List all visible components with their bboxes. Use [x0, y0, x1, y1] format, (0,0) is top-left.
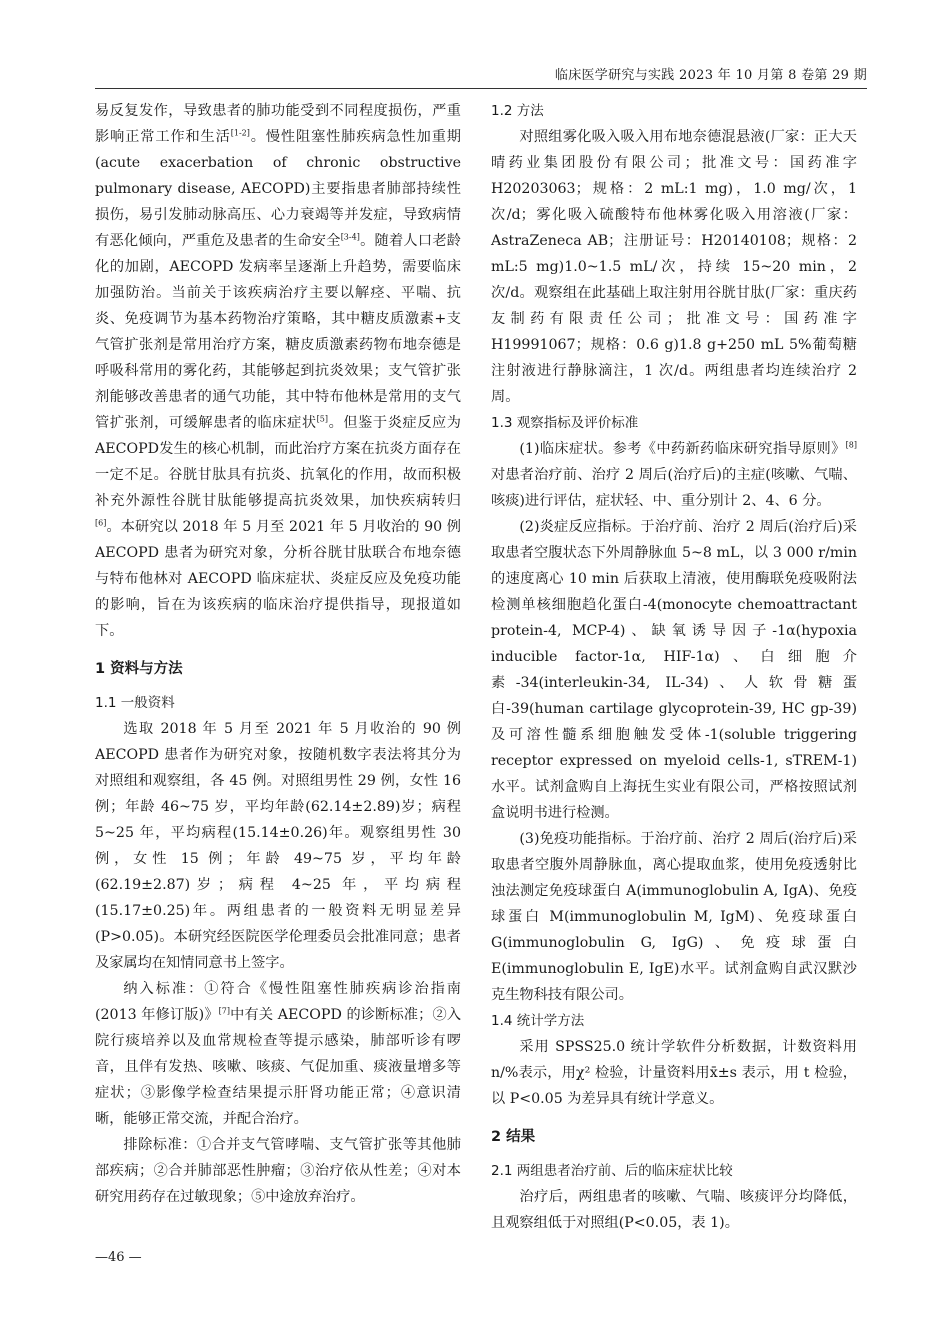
- intro-text-b: 。慢性阻塞性肺疾病急性加重期(acute exacerbation of chronic obstructive pulmonary disease, AECOPD)主要指患者肺部持续性损伤，易引发肺动脉高压、心力衰竭等并发症，导致病情有恶化倾向，严重危及患者的生命安全: [95, 129, 461, 249]
- intro-text-e: 。本研究以 2018 年 5 月至 2021 年 5 月收治的 90 例 AECOPD 患者为研究对象，分析谷胱甘肽联合布地奈德与特布他林对 AECOPD 临床症状、炎症反应及免疫功能的影响，旨在为该疾病的临床治疗提供指导，现报道如下。: [95, 519, 461, 639]
- citation-ref: [5]: [316, 414, 328, 424]
- immune-function-paragraph: (3)免疫功能指标。于治疗前、治疗 2 周后(治疗后)采取患者空腹外周静脉血，离心提取血浆，使用免疫透射比浊法测定免疫球蛋白 A(immunoglobulin A, IgA)、免疫球蛋白 M(immunoglobulin M, IgM)、免疫球蛋白 G(immunoglobulin G, IgG)、免疫球蛋白 E(immunoglobulin E, IgE)水平。试剂盒购自武汉默沙克生物科技有限公司。: [491, 831, 857, 1003]
- inclusion-text-a: 纳入标准：①符合《慢性阻塞性肺疾病诊治指南(2013 年修订版)》: [95, 981, 461, 1023]
- inflammation-paragraph: (2)炎症反应指标。于治疗前、治疗 2 周后(治疗后)采取患者空腹状态下外周静脉血 5~8 mL，以 3 000 r/min 的速度离心 10 min 后获取上清液，使用酶联免疫吸附法检测单核细胞趋化蛋白-4(monocyte chemoattractant protein-4, MCP-4)、缺氧诱导因子-1α(hypoxia inducible factor-1α, HIF-1α)、白细胞介素-34(interleukin-34, IL-34)、人软骨糖蛋白-39(human cartilage glycoprotein-39, HC gp-39)及可溶性髓系细胞触发受体-1(soluble triggering receptor expressed on myeloid cells-1, sTREM-1)水平。试剂盒购自上海抚生实业有限公司，严格按照试剂盒说明书进行检测。: [491, 519, 857, 821]
- symptoms-text-b: 对患者治疗前、治疗 2 周后(治疗后)的主症(咳嗽、气喘、咳痰)进行评估，症状轻、中、重分别计 2、4、6 分。: [491, 467, 857, 509]
- section-2-1-heading: 2.1 两组患者治疗前、后的临床症状比较: [491, 1163, 733, 1179]
- symptoms-text-a: (1)临床症状。参考《中药新药临床研究指导原则》: [519, 441, 846, 457]
- exclusion-criteria-paragraph: 排除标准：①合并支气管哮喘、支气管扩张等其他肺部疾病；②合并肺部恶性肿瘤；③治疗依从性差；④对本研究用药存在过敏现象；⑤中途放弃治疗。: [95, 1137, 461, 1205]
- page-number: —46 —: [95, 1250, 142, 1265]
- section-2-heading: 2 结果: [491, 1129, 536, 1145]
- general-data-paragraph: 选取 2018 年 5 月至 2021 年 5 月收治的 90 例 AECOPD 患者作为研究对象，按随机数字表法将其分为对照组和观察组，各 45 例。对照组男性 29 例，女性 16 例；年龄 46~75 岁，平均年龄(62.14±2.89)岁；病程 5~25 年，平均病程(15.14±0.26)年。观察组男性 30 例，女性 15 例；年龄 49~75 岁，平均年龄(62.19±2.87)岁；病程 4~25 年，平均病程(15.17±0.25)年。两组患者的一般资料无明显差异(P>0.05)。本研究经医院医学伦理委员会批准同意；患者及家属均在知情同意书上签字。: [95, 721, 461, 971]
- intro-text-a: 易反复发作，导致患者的肺功能受到不同程度损伤，严重影响正常工作和生活: [95, 103, 461, 145]
- results-paragraph: 治疗后，两组患者的咳嗽、气喘、咳痰评分均降低，且观察组低于对照组(P<0.05，表 1)。: [491, 1189, 857, 1231]
- citation-ref: [8]: [845, 440, 857, 450]
- left-column: [95, 98, 461, 1210]
- inclusion-text-b: 中有关 AECOPD 的诊断标准；②入院行痰培养以及血常规检查等提示感染，肺部听诊有啰音，且伴有发热、咳嗽、咳痰、气促加重、痰液量增多等症状；③影像学检查结果提示肝肾功能正常；④意识清晰，能够正常交流，并配合治疗。: [95, 1007, 462, 1127]
- section-1-4-heading: 1.4 统计学方法: [491, 1013, 585, 1029]
- citation-ref: [3-4]: [340, 232, 360, 242]
- statistics-paragraph: 采用 SPSS25.0 统计学软件分析数据，计数资料用 n/%表示，用χ² 检验，计量资料用x̄±s 表示，用 t 检验，以 P<0.05 为差异具有统计学意义。: [491, 1039, 857, 1107]
- methods-paragraph: 对照组雾化吸入吸入用布地奈德混悬液(厂家：正大天晴药业集团股份有限公司；批准文号：国药准字 H20203063；规格：2 mL:1 mg)，1.0 mg/次，1 次/d；雾化吸入硫酸特布他林雾化吸入用溶液(厂家：AstraZeneca AB；注册证号：H20140108；规格：2 mL:5 mg)1.0~1.5 mL/次，持续 15~20 min，2 次/d。观察组在此基础上取注射用谷胱甘肽(厂家：重庆药友制药有限责任公司；批准文号：国药准字 H19991067；规格：0.6 g)1.8 g+250 mL 5%葡萄糖注射液进行静脉滴注，1 次/d。两组患者均连续治疗 2 周。: [491, 129, 857, 405]
- section-1-3-heading: 1.3 观察指标及评价标准: [491, 415, 639, 431]
- section-1-heading: 1 资料与方法: [95, 661, 183, 677]
- intro-text-c: 。随着人口老龄化的加剧，AECOPD 发病率呈逐渐上升趋势，需要临床加强防治。当前关于该疾病治疗主要以解痉、平喘、抗炎、免疫调节为基本药物治疗策略，其中糖皮质激素+支气管扩张剂是常用治疗方案，糖皮质激素药物布地奈德是呼吸科常用的雾化药，其能够起到抗炎效果；支气管扩张剂能够改善患者的通气功能，其中特布他林是常用的支气管扩张剂，可缓解患者的临床症状: [95, 233, 461, 431]
- intro-text-d: 。但鉴于炎症反应为 AECOPD发生的核心机制，而此治疗方案在抗炎方面存在一定不足。谷胱甘肽具有抗炎、抗氧化的作用，故而积极补充外源性谷胱甘肽能够提高抗炎效果，加快疾病转归: [95, 415, 461, 509]
- inclusion-criteria-paragraph: [95, 976, 461, 1132]
- citation-ref: [7]: [218, 1006, 230, 1016]
- intro-paragraph: [95, 98, 461, 644]
- running-header: [95, 62, 867, 89]
- journal-title: 临床医学研究与实践 2023 年 10 月第 8 卷第 29 期: [554, 68, 867, 83]
- citation-ref: [1-2]: [230, 128, 250, 138]
- right-column: [491, 98, 857, 1236]
- clinical-symptoms-paragraph: [491, 436, 857, 514]
- section-1-2-heading: 1.2 方法: [491, 103, 544, 119]
- citation-ref: [6]: [95, 518, 107, 528]
- section-1-1-heading: 1.1 一般资料: [95, 695, 175, 711]
